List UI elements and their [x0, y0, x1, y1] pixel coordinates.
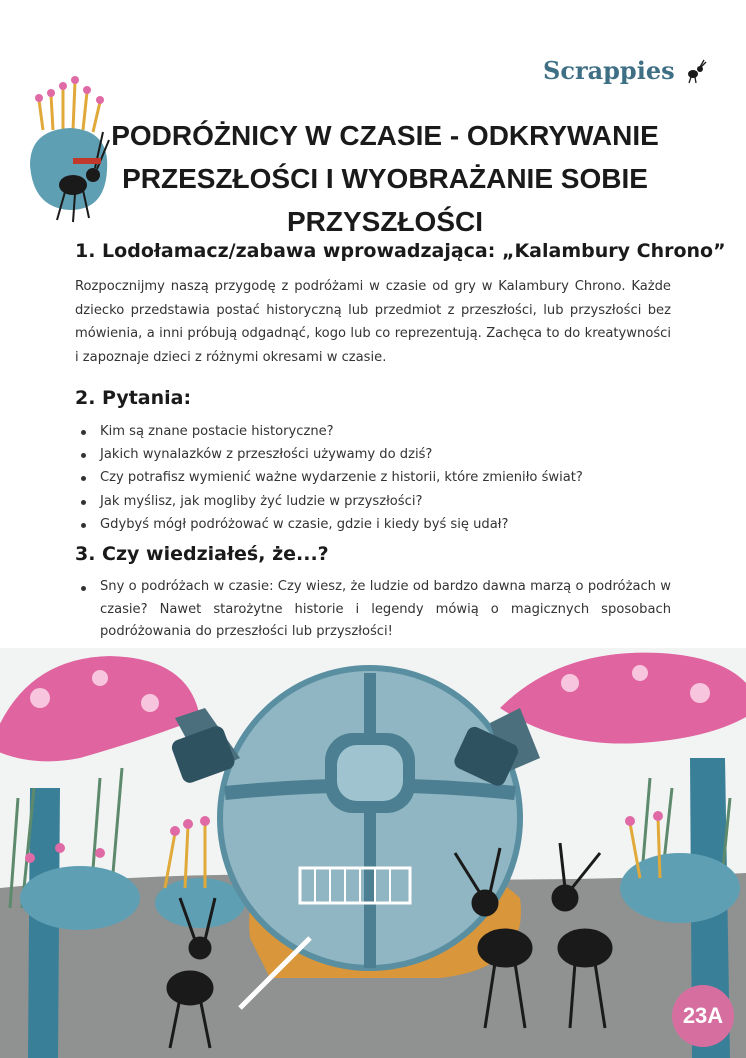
- section3-heading: 3. Czy wiedziałeś, że...?: [75, 543, 329, 565]
- page-title: PODRÓŻNICY W CZASIE - ODKRYWANIE PRZESZŁOŚCI I WYOBRAŻANIE SOBIE PRZYSZŁOŚCI: [111, 120, 659, 237]
- question-item: Jak myślisz, jak mogliby żyć ludzie w przyszłości?: [75, 490, 671, 513]
- section1-heading: 1. Lodołamacz/zabawa wprowadzająca: „Kalambury Chrono”: [75, 240, 726, 262]
- questions-list: [75, 420, 671, 536]
- ant-logo-icon: [685, 58, 707, 84]
- page-number-badge: 23A: [672, 985, 734, 1047]
- time-machine-illustration: [0, 648, 746, 1058]
- brand-logo: [543, 52, 708, 92]
- question-item: Czy potrafisz wymienić ważne wydarzenie z historii, które zmieniło świat?: [75, 466, 671, 489]
- question-item: Jakich wynalazków z przeszłości używamy do dziś?: [75, 443, 671, 466]
- brand-name: Scrappies: [543, 56, 675, 85]
- question-item: Kim są znane postacie historyczne?: [75, 420, 671, 443]
- section2-heading: 2. Pytania:: [75, 387, 192, 409]
- question-item: Gdybyś mógł podróżować w czasie, gdzie i kiedy byś się udał?: [75, 513, 671, 536]
- fact-item: Sny o podróżach w czasie: Czy wiesz, że ludzie od bardzo dawna marzą o podróżach w czasie? Nawet starożytne historie i legendy mówią o magicznych sposobach podróżowania do przeszłości lub przyszłości!: [75, 576, 671, 644]
- facts-list: [75, 576, 671, 644]
- section1-body: Rozpocznijmy naszą przygodę z podróżami w czasie od gry w Kalambury Chrono. Każde dziecko przedstawia postać historyczną lub przedmiot z przeszłości, lub przyszłości bez mówienia, a inni próbują odgadnąć, kogo lub co reprezentują. Zachęca to do kreatywności i zapoznaje dzieci z różnymi okresami w czasie.: [75, 279, 671, 365]
